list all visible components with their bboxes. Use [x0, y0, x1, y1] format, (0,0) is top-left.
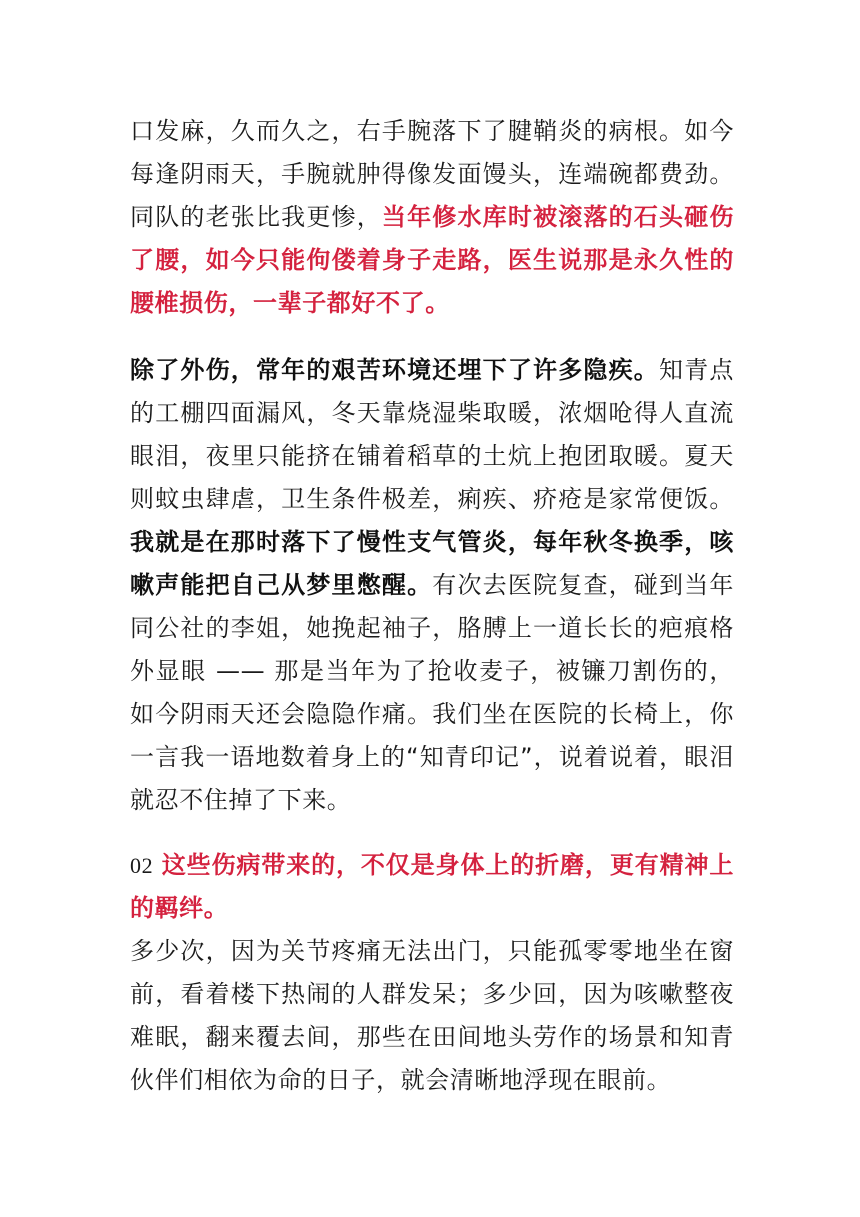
paragraph-memories — [130, 930, 734, 1102]
article-body — [130, 110, 734, 1102]
paragraph-text: 多少次，因为关节疼痛无法出门，只能孤零零地坐在窗前，看着楼下热闹的人群发呆；多少回，因为咳嗽整夜难眠，翻来覆去间，那些在田间地头劳作的场景和知青伙伴们相依为命的日子，就会清晰地浮现在眼前。 — [130, 937, 734, 1094]
section-number: 02 — [130, 853, 154, 878]
paragraph-injuries — [130, 110, 734, 325]
bold-emphasis-text: 我就是在那时落下了慢性支气管炎，每年秋冬换季，咳嗽声能把自己从梦里憋醒。 — [130, 528, 734, 599]
paragraph-text: 知青点的工棚四面漏风，冬天靠烧湿柴取暖，浓烟呛得人直流眼泪，夜里只能挤在铺着稻草的土炕上抱团取暖。夏天则蚊虫肆虐，卫生条件极差，痢疾、疥疮是家常便饭。 — [130, 356, 734, 513]
paragraph-text: 有次去医院复查，碰到当年同公社的李姐，她挽起袖子，胳膊上一道长长的疤痕格外显眼 —— 那是当年为了抢收麦子，被镰刀割伤的，如今阴雨天还会隐隐作痛。我们坐在医院的长椅上，你一言我一语地数着身上的“知青印记”，说着说着，眼泪就忍不住掉了下来。 — [130, 571, 734, 814]
bold-lead-text: 除了外伤，常年的艰苦环境还埋下了许多隐疾。 — [130, 356, 659, 384]
highlight-text: 当年修水库时被滚落的石头砸伤了腰，如今只能佝偻着身子走路，医生说那是永久性的腰椎损伤，一辈子都好不了。 — [130, 203, 735, 317]
paragraph-hidden-illness — [130, 349, 734, 822]
section-heading-text: 这些伤病带来的，不仅是身体上的折磨，更有精神上的羁绊。 — [130, 851, 734, 922]
paragraph-text: 口发麻，久而久之，右手腕落下了腱鞘炎的病根。如今每逢阴雨天，手腕就肿得像发面馒头，连端碗都费劲。同队的老张比我更惨， — [130, 117, 734, 231]
section-heading — [130, 844, 734, 930]
